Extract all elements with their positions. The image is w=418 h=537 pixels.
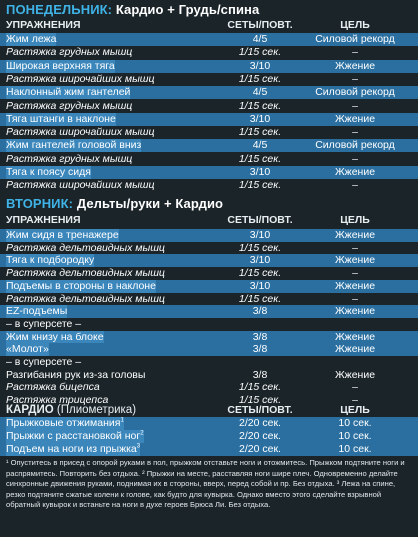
table-row: [0, 430, 418, 443]
sets-reps: 1/15 сек.: [238, 381, 282, 394]
sets-reps: 1/15 сек.: [238, 179, 282, 192]
sets-reps: 4/5: [252, 86, 268, 99]
table-row: [0, 166, 418, 179]
exercise-name: Наклонный жим гантелей: [6, 86, 131, 99]
exercise-name: Растяжка грудных мышц: [6, 152, 133, 165]
goal: Силовой рекорд: [315, 139, 395, 152]
table-row: [0, 126, 418, 139]
sets-reps: 3/8: [252, 368, 268, 381]
exercise-name: Подъемы в стороны в наклоне: [6, 279, 156, 292]
goal: –: [352, 72, 358, 85]
table-row: [0, 242, 418, 255]
sets-reps: 3/8: [252, 305, 268, 318]
header-sets: СЕТЫ/ПОВТ.: [227, 214, 293, 226]
exercise-name: «Молот»: [6, 343, 49, 356]
table-row: [0, 280, 418, 293]
exercise-name: Жим лежа: [6, 33, 57, 45]
goal: 10 сек.: [338, 417, 372, 429]
goal: –: [352, 394, 358, 407]
exercise-name: Широкая верхняя тяга: [6, 59, 115, 72]
sets-reps: 4/5: [252, 33, 268, 45]
exercise-name: Растяжка дельтовидных мышц: [6, 267, 165, 280]
goal: Жжение: [334, 279, 376, 292]
goal: –: [352, 179, 358, 192]
cardio-header: [0, 403, 418, 417]
sets-reps: 1/15 сек.: [238, 72, 282, 85]
exercise-name: Жим сидя в тренажере: [6, 229, 119, 241]
table-row: [0, 318, 418, 331]
header-goal: ЦЕЛЬ: [340, 404, 370, 416]
exercise-name: Прыжки с расстановкой ног$^2$: [6, 430, 144, 442]
footnote: ¹ Опуститесь в присед с опорой руками в пол, прыжком отставьте ноги и отожмитесь. Прыжком подтяните ноги и распрямитесь. Повторить без отдыха. ² Прыжки на месте, расставляя ноги шире плеч. Одновременно делайте синхронные движения руками, поднимая их в стороны, вверх, перед собой и пр. Без отдыха. ³ Лежа на спине, резко подтяните сжатые колени к голове, как будто для кувырка. Однако вместо этого сделайте взрывной обратный кувырок и встаньте на ноги в духе героев Брюса Ли. Без отдыха.: [6, 458, 405, 510]
goal: Жжение: [334, 368, 376, 381]
goal: –: [352, 381, 358, 394]
goal: –: [352, 46, 358, 59]
sets-reps: 1/15 сек.: [238, 46, 282, 59]
table-row: [0, 113, 418, 126]
table-row: [0, 100, 418, 113]
sets-reps: 3/10: [249, 254, 271, 267]
sets-reps: 3/10: [249, 59, 271, 72]
goal: Силовой рекорд: [315, 33, 395, 45]
goal: –: [352, 126, 358, 139]
sets-reps: 3/8: [252, 343, 268, 356]
exercise-name: Растяжка грудных мышц: [6, 46, 133, 59]
exercise-name: Тяга к поясу сидя: [6, 166, 91, 178]
sets-reps: 1/15 сек.: [238, 126, 282, 139]
sets-reps: 1/15 сек.: [238, 267, 282, 280]
goal: Жжение: [334, 254, 376, 267]
monday-focus: Кардио + Грудь/спина: [115, 2, 260, 17]
sets-reps: 1/15 сек.: [238, 241, 282, 254]
exercise-name: Жим гантелей головой вниз: [6, 139, 142, 152]
monday-table-header: [0, 18, 418, 32]
exercise-name: Разгибания рук из-за головы: [6, 368, 146, 381]
exercise-name: Растяжка трицепса: [6, 394, 109, 407]
table-row: [0, 46, 418, 59]
goal: 10 сек.: [338, 430, 372, 442]
header-exercises: УПРАЖНЕНИЯ: [6, 214, 81, 226]
sets-reps: 1/15 сек.: [238, 292, 282, 305]
footnote-ref: 3: [136, 443, 141, 450]
header-sets: СЕТЫ/ПОВТ.: [227, 19, 293, 31]
exercise-name: Растяжка дельтовидных мышц: [6, 241, 165, 254]
table-row: [0, 86, 418, 99]
sets-reps: 1/15 сек.: [238, 152, 282, 165]
goal: –: [352, 99, 358, 112]
sets-reps: 4/5: [252, 139, 268, 152]
goal: Жжение: [334, 166, 376, 178]
goal: Силовой рекорд: [315, 86, 395, 99]
exercise-name: Растяжка широчайших мышц: [6, 72, 155, 85]
tuesday-table-header: [0, 213, 418, 227]
sets-reps: 3/10: [249, 279, 271, 292]
exercise-name: Растяжка дельтовидных мышц: [6, 292, 165, 305]
cardio-title: [6, 403, 136, 417]
table-row: [0, 293, 418, 306]
header-sets: СЕТЫ/ПОВТ.: [227, 404, 293, 416]
header-goal: ЦЕЛЬ: [340, 214, 370, 226]
goal: –: [352, 152, 358, 165]
goal: Жжение: [334, 59, 376, 72]
goal: Жжение: [334, 343, 376, 356]
sets-reps: 2/20 сек.: [239, 430, 281, 442]
sets-reps: 3/10: [249, 112, 271, 125]
table-row: [0, 153, 418, 166]
table-row: [0, 33, 418, 46]
goal: Жжение: [334, 112, 376, 125]
tuesday-day-label: ВТОРНИК:: [6, 196, 74, 211]
table-row: [0, 267, 418, 280]
monday-day-label: ПОНЕДЕЛЬНИК:: [6, 2, 113, 17]
table-row: [0, 331, 418, 344]
table-row: [0, 417, 418, 430]
sets-reps: 2/20 сек.: [239, 443, 281, 455]
header-exercises: УПРАЖНЕНИЯ: [6, 19, 81, 31]
exercise-name: Растяжка широчайших мышц: [6, 126, 155, 139]
monday-title: [6, 2, 259, 17]
table-row: [0, 381, 418, 394]
table-row: [0, 254, 418, 267]
sets-reps: 3/8: [252, 330, 268, 343]
goal: –: [352, 267, 358, 280]
exercise-name: Прыжковые отжимания$^1$: [6, 417, 124, 429]
exercise-name: – в суперсете –: [6, 356, 82, 368]
cardio-title-text: КАРДИО: [6, 404, 54, 416]
table-row: [0, 179, 418, 192]
exercise-name: Растяжка широчайших мышц: [6, 179, 155, 192]
tuesday-title: [6, 196, 223, 211]
goal: Жжение: [334, 330, 376, 343]
table-row: [0, 443, 418, 456]
footnote-ref: 2: [140, 430, 144, 437]
goal: –: [352, 292, 358, 305]
exercise-name: Подъем на ноги из прыжка$^3$: [6, 443, 141, 455]
exercise-name: Тяга штанги в наклоне: [6, 112, 116, 125]
exercise-name: Растяжка грудных мышц: [6, 99, 133, 112]
goal: Жжение: [334, 305, 376, 318]
goal: Жжение: [334, 229, 376, 241]
footnote-ref: 1: [120, 417, 124, 424]
sets-reps: 1/15 сек.: [238, 394, 282, 407]
table-row: [0, 139, 418, 152]
table-row: [0, 369, 418, 382]
exercise-name: Растяжка бицепса: [6, 381, 100, 394]
exercise-name: Жим книзу на блоке: [6, 330, 104, 343]
goal: 10 сек.: [338, 443, 372, 455]
table-row: [0, 305, 418, 318]
table-row: [0, 73, 418, 86]
sets-reps: 2/20 сек.: [239, 417, 281, 429]
table-row: [0, 229, 418, 242]
table-row: [0, 356, 418, 369]
exercise-name: EZ-подъемы: [6, 305, 68, 318]
exercise-name: Тяга к подбородку: [6, 254, 95, 267]
table-row: [0, 343, 418, 356]
header-goal: ЦЕЛЬ: [340, 19, 370, 31]
cardio-subtitle-text: (Плиометрика): [56, 404, 137, 416]
table-row: [0, 60, 418, 73]
exercise-name: – в суперсете –: [6, 317, 82, 330]
sets-reps: 3/10: [249, 166, 271, 178]
sets-reps: 1/15 сек.: [238, 99, 282, 112]
sets-reps: 3/10: [249, 229, 271, 241]
goal: –: [352, 241, 358, 254]
tuesday-focus: Дельты/руки + Кардио: [76, 196, 224, 211]
